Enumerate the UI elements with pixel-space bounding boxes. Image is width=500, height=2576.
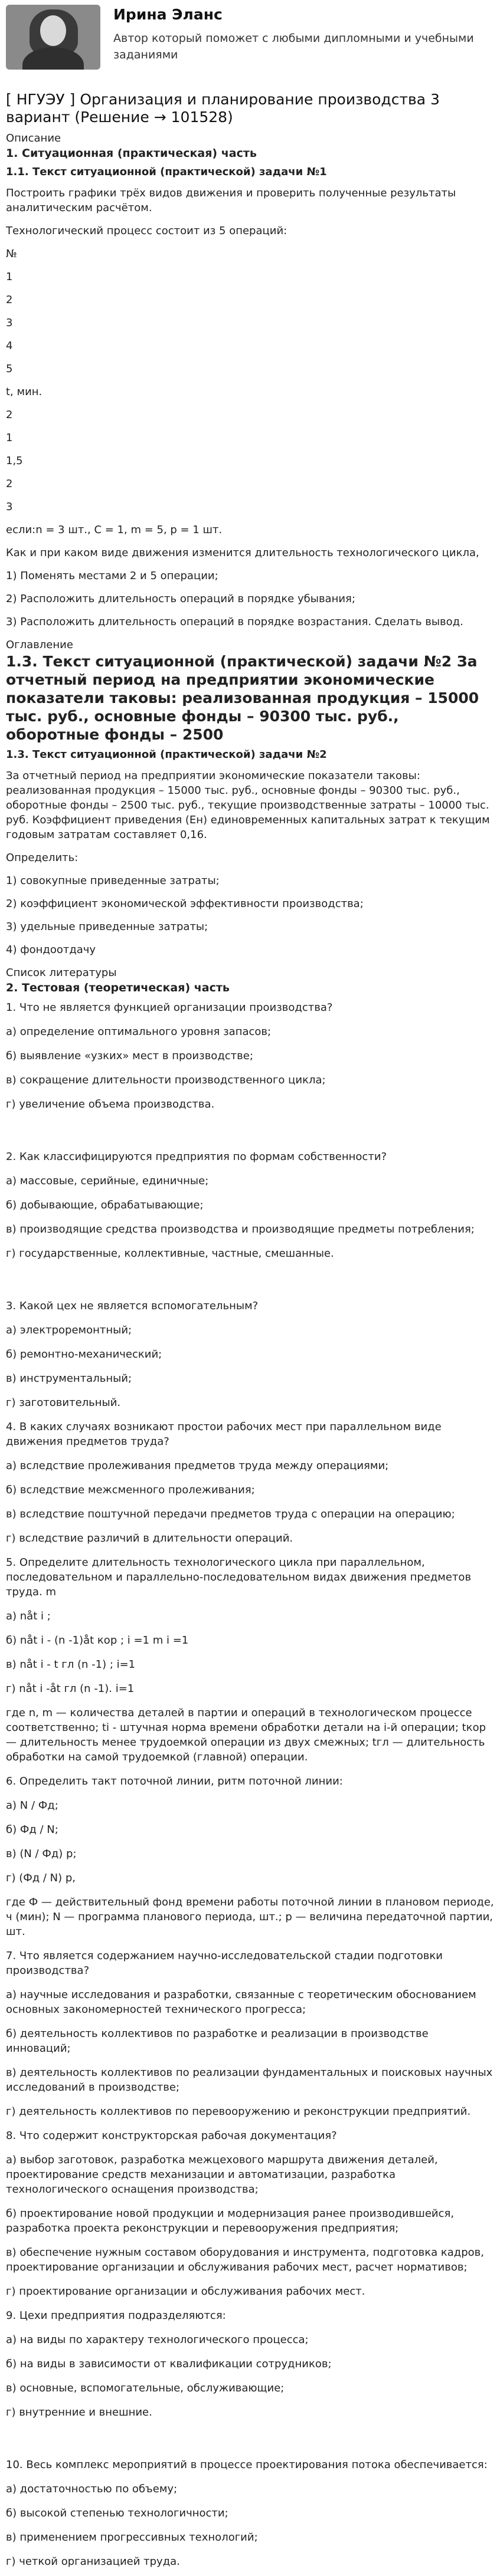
paragraph: если:n = 3 шт., С = 1, m = 5, p = 1 шт. xyxy=(6,524,223,536)
question-line: 3. Какой цех не является вспомогательным? xyxy=(6,1300,259,1312)
part1-heading: 1. Ситуационная (практическая) часть xyxy=(6,147,257,160)
question-line: а) N / Фд; xyxy=(6,1799,58,1812)
question-line: б) ремонтно-механический; xyxy=(6,1348,162,1361)
question-line: г) nåt i -åt гл (n -1). i=1 xyxy=(6,1683,135,1695)
question-line: 8. Что содержит конструкторская рабочая документация? xyxy=(6,2130,337,2142)
paragraph: 3) удельные приведенные затраты; xyxy=(6,921,208,933)
paragraph: 1,5 xyxy=(6,455,23,467)
question-line: г) заготовительный. xyxy=(6,1397,121,1409)
question-line: б) высокой степенью технологичности; xyxy=(6,2507,228,2519)
question-line: г) увеличение объема производства. xyxy=(6,1098,215,1110)
paragraph: 3 xyxy=(6,317,13,329)
question-line: а) вследствие пролеживания предметов труда между операциями; xyxy=(6,1460,389,1472)
paragraph: 1) совокупные приведенные затраты; xyxy=(6,875,220,887)
question-line: г) проектирование организации и обслуживания рабочих мест. xyxy=(6,2285,365,2298)
paragraph: Построить графики трёх видов движения и проверить полученные результаты аналитическим расчётом. xyxy=(6,187,456,214)
author-card[interactable] xyxy=(6,5,494,74)
question-line: б) добывающие, обрабатывающие; xyxy=(6,1199,204,1211)
author-name[interactable]: Ирина Эланс xyxy=(113,6,223,23)
question-line: б) на виды в зависимости от квалификации сотрудников; xyxy=(6,2358,332,2370)
paragraph: 2 xyxy=(6,478,13,490)
paragraph: Как и при каком виде движения изменится длительность технологического цикла, xyxy=(6,547,479,559)
toc-label: Оглавление xyxy=(6,639,73,651)
author-description: Автор который поможет с любыми дипломными и учебными заданиями xyxy=(113,32,474,61)
question-line: 2. Как классифицируются предприятия по формам собственности? xyxy=(6,1151,387,1163)
question-line: а) достаточностью по объему; xyxy=(6,2483,178,2495)
question-line: г) государственные, коллективные, частные, смешанные. xyxy=(6,1247,334,1260)
part2-heading: 2. Тестовая (теоретическая) часть xyxy=(6,981,230,994)
question-line: в) (N / Фд) р; xyxy=(6,1848,77,1860)
question-line: б) Фд / N; xyxy=(6,1823,58,1836)
paragraph: 1 xyxy=(6,271,13,283)
paragraph: Технологический процесс состоит из 5 операций: xyxy=(6,225,287,237)
paragraph: 5 xyxy=(6,363,13,375)
question-line: г) (Фд / N) р, xyxy=(6,1872,76,1884)
spacer xyxy=(6,2429,494,2457)
paragraph: № xyxy=(6,248,17,260)
question-line: а) выбор заготовок, разработка межцехового маршрута движения деталей, проектирование средств механизации и автоматизации, разработка технологического оснащения производства; xyxy=(6,2154,438,2196)
question-line: 1. Что не является функцией организации производства? xyxy=(6,1001,333,1014)
question-line: а) nåt i ; xyxy=(6,1610,51,1622)
paragraph: 2) Расположить длительность операций в порядке убывания; xyxy=(6,593,355,605)
question-line: где n, m — количества деталей в партии и операций в технологическом процессе соответственно; ti - штучная норма времени обработки детали на i-й операции; tкор — длительность менее трудоемкой операции из двух смежных; tгл — длительность обработки на самой трудоемкой (главной) операции. xyxy=(6,1707,486,1763)
task1-body xyxy=(6,186,494,629)
paragraph: 1 xyxy=(6,432,13,444)
question-line: в) деятельность коллективов по реализации фундаментальных и поисковых научных исследований в производстве; xyxy=(6,2066,493,2094)
question-line: в) производящие средства производства и производящие предметы потребления; xyxy=(6,1223,475,1236)
paragraph: Определить: xyxy=(6,852,79,864)
question-line: б) выявление «узких» мест в производстве; xyxy=(6,1050,253,1062)
question-line: б) деятельность коллективов по разработке и реализации в производстве инноваций; xyxy=(6,2028,429,2055)
question-line: 7. Что является содержанием научно-исследовательской стадии подготовки производства? xyxy=(6,1950,443,1977)
question-line: 4. В каких случаях возникают простои рабочих мест при параллельном виде движения предметов труда? xyxy=(6,1421,442,1448)
paragraph: 4) фондоотдачу xyxy=(6,944,96,956)
spacer xyxy=(6,1270,494,1299)
question-line: а) на виды по характеру технологического процесса; xyxy=(6,2334,309,2346)
question-line: 5. Определите длительность технологического цикла при параллельном, последовательном и параллельно-последовательном видах движения предметов труда. m xyxy=(6,1556,472,1598)
avatar[interactable] xyxy=(6,5,100,70)
question-line: в) nåt i - t гл (n -1) ; i=1 xyxy=(6,1658,136,1671)
paragraph: 3 xyxy=(6,501,13,513)
spacer xyxy=(6,1121,494,1149)
question-line: а) научные исследования и разработки, связанные с теоретическим обоснованием основных закономерностей технического прогресса; xyxy=(6,1989,476,2016)
question-line: б) проектирование новой продукции и модернизация ранее производившейся, разработка проекта реконструкции и перевооружения предприятия; xyxy=(6,2207,455,2235)
question-line: в) обеспечение нужным составом оборудования и инструмента, подготовка кадров, проектирование организации и обслуживания рабочих мест, расчет нормативов; xyxy=(6,2246,484,2273)
question-line: г) внутренние и внешние. xyxy=(6,2406,152,2419)
task2-big-heading: 1.3. Текст ситуационной (практической) задачи №2 За отчетный период на предприятии экономические показатели таковы: реализованная продукция – 15000 тыс. руб., основные фонды – 90300 тыс. руб., оборотные фонды – 2500 xyxy=(6,653,479,743)
task2-body xyxy=(6,768,494,957)
question-line: а) электроремонтный; xyxy=(6,1324,132,1336)
question-line: в) вследствие поштучной передачи предметов труда с операции на операцию; xyxy=(6,1508,455,1520)
literature-label: Список литературы xyxy=(6,967,117,979)
task2-heading: 1.3. Текст ситуационной (практической) задачи №2 xyxy=(6,748,327,761)
author-info xyxy=(113,5,494,63)
question-line: а) определение оптимального уровня запасов; xyxy=(6,1026,272,1038)
task1-heading: 1.1. Текст ситуационной (практической) задачи №1 xyxy=(6,166,327,178)
paragraph: 2 xyxy=(6,294,13,306)
questions-4-10 xyxy=(6,1420,494,2569)
question-line: в) инструментальный; xyxy=(6,1372,132,1385)
document-title: [ НГУЭУ ] Организация и планирование производства 3 вариант (Решение → 101528) xyxy=(6,91,440,126)
paragraph: 2 xyxy=(6,409,13,421)
question-line: 9. Цехи предприятия подразделяются: xyxy=(6,2309,226,2322)
paragraph: t, мин. xyxy=(6,386,43,398)
question-line: в) применением прогрессивных технологий; xyxy=(6,2531,258,2544)
paragraph: 3) Расположить длительность операций в порядке возрастания. Сделать вывод. xyxy=(6,616,463,628)
questions-1-3 xyxy=(6,1000,494,1410)
question-line: где Ф — действительный фонд времени работы поточной линии в плановом периоде, ч (мин); N — программа планового периода, шт.; р — величина передаточной партии, шт. xyxy=(6,1896,494,1938)
question-line: в) сокращение длительности производственного цикла; xyxy=(6,1074,326,1086)
question-line: г) вследствие различий в длительности операций. xyxy=(6,1532,293,1545)
paragraph: 1) Поменять местами 2 и 5 операции; xyxy=(6,570,218,582)
paragraph: За отчетный период на предприятии экономические показатели таковы: реализованная продукция – 15000 тыс. руб., основные фонды – 90300 тыс. руб., оборотные фонды – 2500 тыс. руб., текущие производственные затраты – 10000 тыс. руб. Коэффициент приведения (Ен) единовременных капитальных затрат к текущим годовым затратам составляет 0,16. xyxy=(6,770,490,841)
question-line: г) деятельность коллективов по перевооружению и реконструкции предприятий. xyxy=(6,2105,471,2118)
paragraph: 4 xyxy=(6,340,13,352)
question-line: г) четкой организацией труда. xyxy=(6,2555,180,2568)
question-line: 10. Весь комплекс мероприятий в процессе проектирования потока обеспечивается: xyxy=(6,2459,488,2471)
paragraph: 2) коэффициент экономической эффективности производства; xyxy=(6,898,364,910)
question-line: а) массовые, серийные, единичные; xyxy=(6,1175,209,1187)
question-line: б) nåt i - (n -1)åt кор ; i =1 m i =1 xyxy=(6,1634,189,1647)
description-label: Описание xyxy=(6,132,61,144)
question-line: б) вследствие межсменного пролеживания; xyxy=(6,1484,255,1496)
question-line: 6. Определить такт поточной линии, ритм поточной линии: xyxy=(6,1775,343,1788)
question-line: в) основные, вспомогательные, обслуживающие; xyxy=(6,2382,285,2394)
